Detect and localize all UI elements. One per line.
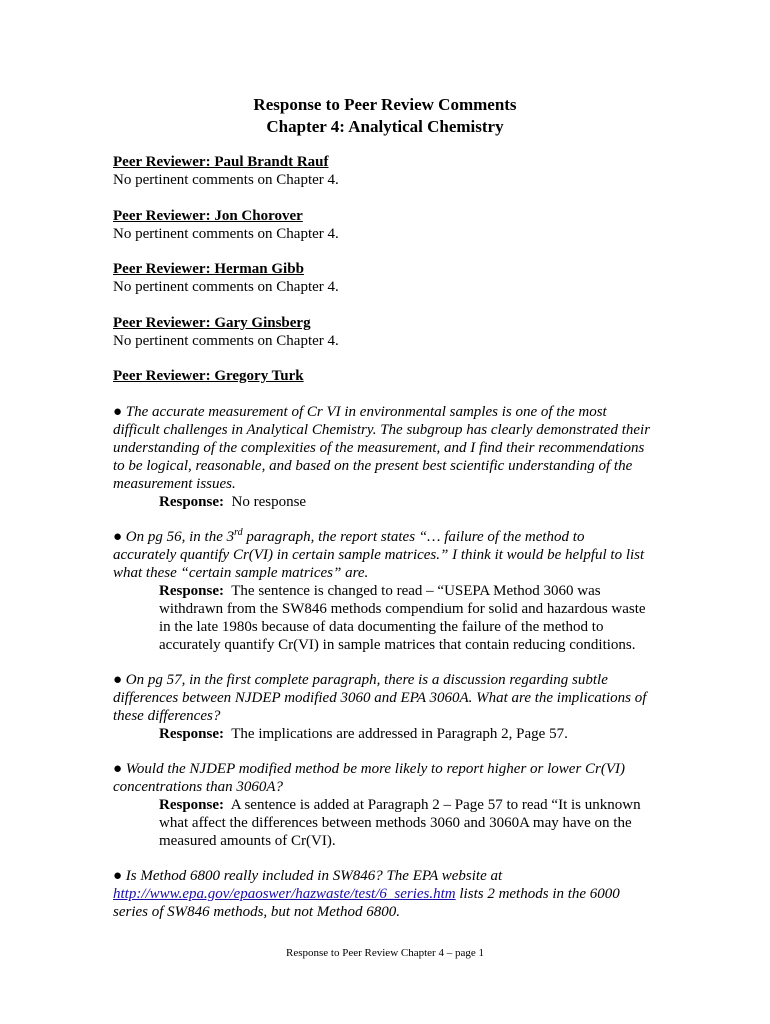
comment-line: understanding of the complexities of the measurement, and I find their recommendations [113, 440, 645, 456]
response-label: Response: [159, 494, 225, 510]
comment-line: ● On pg 57, in the first complete paragraph, there is a discussion regarding subtle [113, 672, 608, 688]
response-block [159, 796, 679, 850]
review-comment [113, 760, 673, 796]
response-block [159, 493, 679, 511]
document-title-line2: Chapter 4: Analytical Chemistry [266, 117, 504, 136]
review-comment [113, 528, 673, 582]
response-text: The implications are addressed in Paragraph 2, Page 57. [231, 726, 568, 742]
review-comment [113, 867, 673, 921]
page-footer: Response to Peer Review Chapter 4 – page 1 [286, 947, 484, 959]
reviewer-section [113, 153, 339, 189]
reviewer-comment: No pertinent comments on Chapter 4. [113, 279, 339, 295]
response-label: Response: [159, 583, 225, 599]
reviewer-comment: No pertinent comments on Chapter 4. [113, 226, 339, 242]
comment-line: concentrations than 3060A? [113, 779, 283, 795]
comment-line: series of SW846 methods, but not Method 6800. [113, 904, 401, 920]
comment-line: ● The accurate measurement of Cr VI in environmental samples is one of the most [113, 404, 607, 420]
response-text: A sentence is added at Paragraph 2 – Page 57 to read “It is unknown [230, 797, 641, 813]
comment-line: ● Is Method 6800 really included in SW846? The EPA website at [113, 868, 503, 884]
response-label: Response: [159, 797, 225, 813]
comment-line: ● Would the NJDEP modified method be more likely to report higher or lower Cr(VI) [113, 761, 626, 777]
comment-line: differences between NJDEP modified 3060 and EPA 3060A. What are the implications of [113, 690, 647, 706]
reviewer-section [113, 207, 339, 243]
response-text: No response [231, 494, 307, 510]
response-text: what affect the differences between methods 3060 and 3060A may have on the [159, 815, 632, 831]
response-text: withdrawn from the SW846 methods compendium for solid and hazardous waste [159, 601, 646, 617]
reviewer-heading: Peer Reviewer: Gary Ginsberg [113, 315, 311, 331]
comment-line: http://www.epa.gov/epaoswer/hazwaste/test/6_series.htm lists 2 methods in the 6000 [113, 886, 620, 902]
reviewer-section [113, 260, 339, 296]
reviewer-comment: No pertinent comments on Chapter 4. [113, 172, 339, 188]
comment-line: to be logical, reasonable, and based on the present best scientific understanding of the [113, 458, 633, 474]
response-text: measured amounts of Cr(VI). [159, 833, 336, 849]
response-text: accurately quantify Cr(VI) in sample matrices that contain reducing conditions. [159, 637, 636, 653]
comment-line: difficult challenges in Analytical Chemistry. The subgroup has clearly demonstrated their [113, 422, 651, 438]
document-title-line1: Response to Peer Review Comments [253, 95, 517, 114]
comment-line: accurately quantify Cr(VI) in certain sample matrices.” I think it would be helpful to list [113, 547, 645, 563]
comment-line: these differences? [113, 708, 221, 724]
comment-line: ● On pg 56, in the 3rd paragraph, the report states “… failure of the method to [113, 527, 585, 545]
epa-website-link[interactable]: http://www.epa.gov/epaoswer/hazwaste/test/6_series.htm [113, 886, 456, 902]
response-label: Response: [159, 726, 225, 742]
comment-line: what these “certain sample matrices” are. [113, 565, 369, 581]
response-block [159, 582, 679, 654]
response-text: in the late 1980s because of data documenting the failure of the method to [159, 619, 604, 635]
reviewer-heading: Peer Reviewer: Herman Gibb [113, 261, 304, 277]
response-text: The sentence is changed to read – “USEPA Method 3060 was [231, 583, 601, 599]
review-comment [113, 671, 673, 725]
review-comment [113, 403, 673, 493]
reviewer-section [113, 314, 339, 350]
comment-line: measurement issues. [113, 476, 236, 492]
reviewer-section [113, 367, 304, 385]
reviewer-heading: Peer Reviewer: Paul Brandt Rauf [113, 154, 329, 170]
reviewer-heading: Peer Reviewer: Jon Chorover [113, 208, 303, 224]
reviewer-comment: No pertinent comments on Chapter 4. [113, 333, 339, 349]
reviewer-heading: Peer Reviewer: Gregory Turk [113, 368, 304, 384]
response-block [159, 725, 679, 743]
